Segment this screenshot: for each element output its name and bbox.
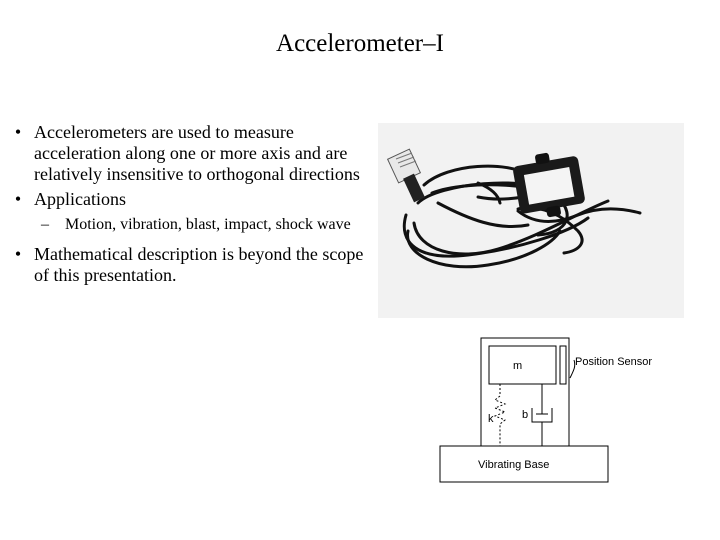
sub-bullet-marker: – <box>41 216 49 233</box>
mass-label: m <box>513 360 523 372</box>
position-sensor-plate <box>560 346 566 384</box>
bullet-text: Accelerometers are used to measure acceleration along one or more axis and are relatively insensitive to orthogonal directions <box>34 122 360 184</box>
base-label: Vibrating Base <box>478 459 550 471</box>
mass-block <box>489 346 556 384</box>
damper-label: b <box>522 409 529 421</box>
spring-icon <box>495 384 505 446</box>
bullet-text: Applications <box>34 189 126 209</box>
bullet-marker: • <box>14 189 22 209</box>
bullet-item <box>8 189 368 210</box>
bullet-item <box>8 244 368 286</box>
bullet-text: Mathematical description is beyond the scope of this presentation. <box>34 244 364 285</box>
spring-label: k <box>488 413 494 425</box>
accelerometer-image <box>378 123 684 318</box>
bullet-marker: • <box>14 244 22 264</box>
position-sensor-label: Position Sensor <box>575 356 653 368</box>
bullet-marker: • <box>14 122 22 142</box>
accelerometer-diagram <box>436 336 686 486</box>
sub-bullet-text: Motion, vibration, blast, impact, shock wave <box>65 216 351 233</box>
accelerometer-photo <box>378 123 684 318</box>
slide-title: Accelerometer–I <box>276 30 444 57</box>
sub-bullet-item <box>8 216 368 234</box>
bullet-list <box>8 122 368 290</box>
bullet-item <box>8 122 368 185</box>
